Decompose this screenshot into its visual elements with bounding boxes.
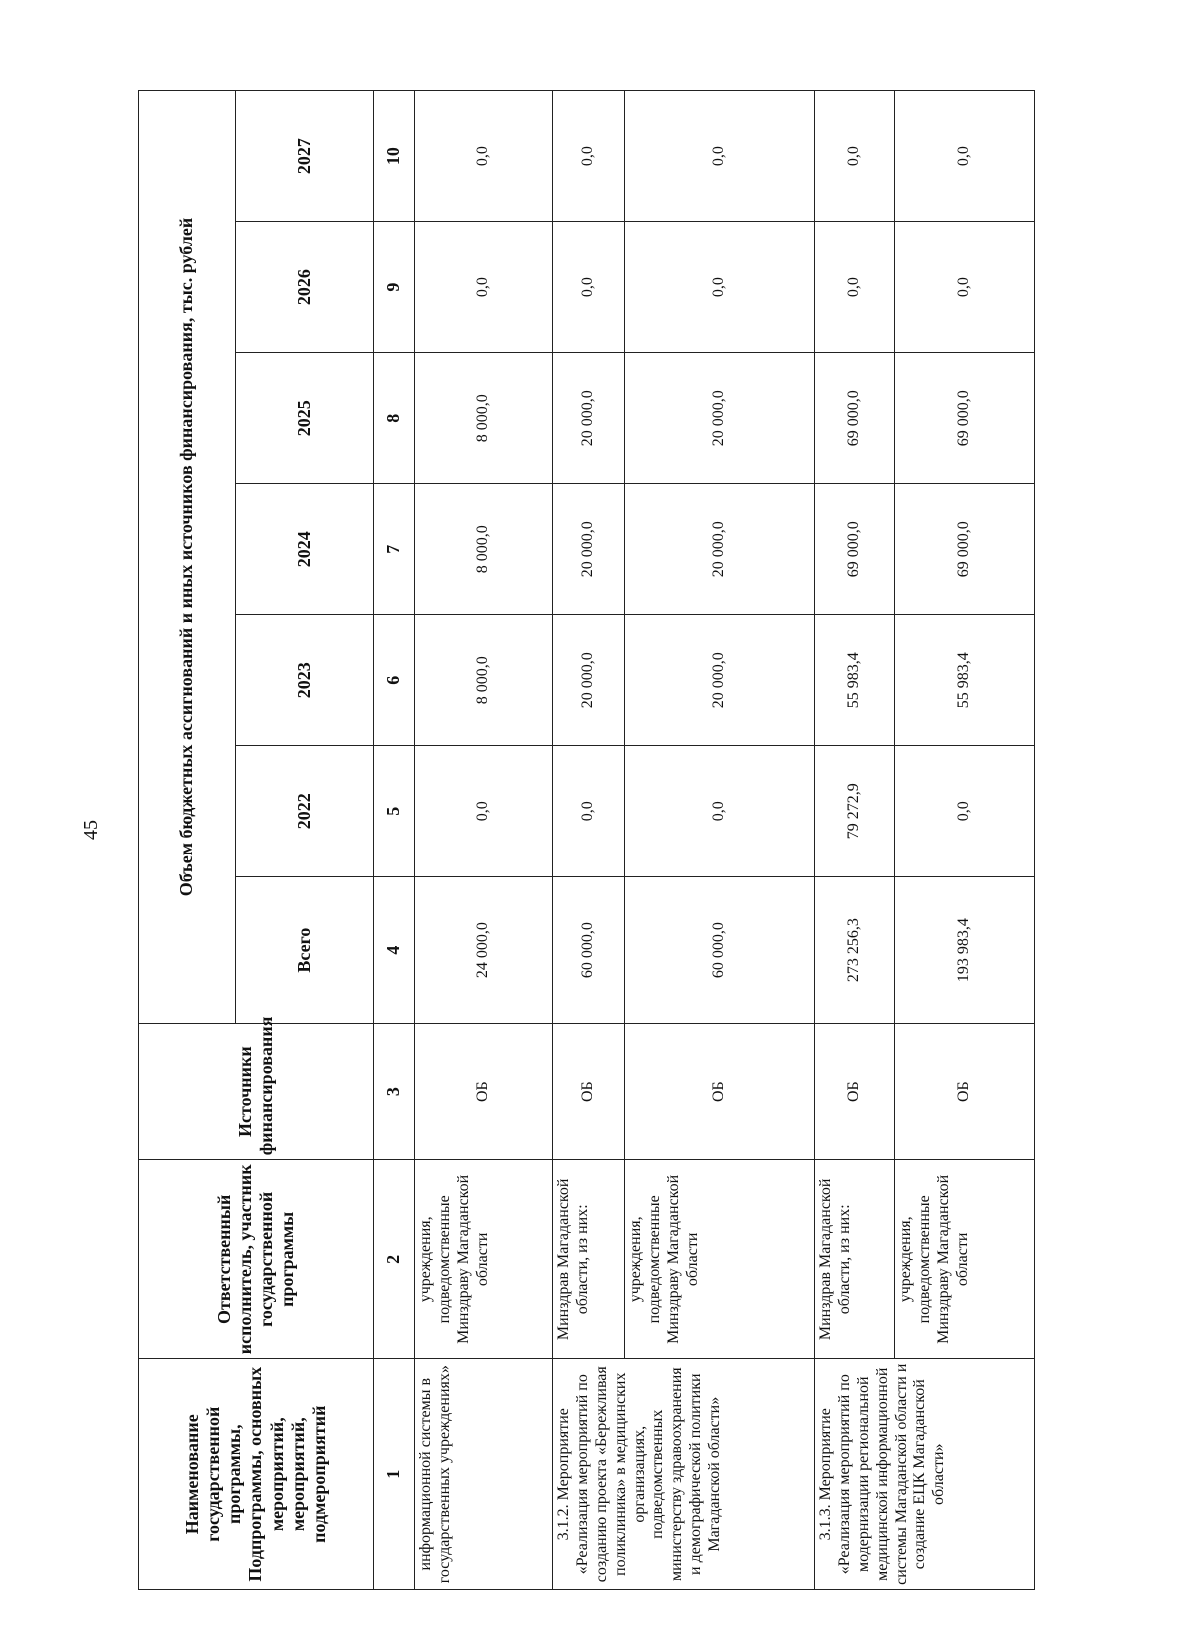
value-total: 60 000,0 xyxy=(553,877,625,1024)
value-2025: 20 000,0 xyxy=(625,353,815,484)
financing-source: ОБ xyxy=(553,1023,625,1159)
value-2027: 0,0 xyxy=(895,91,1035,222)
value-2022: 0,0 xyxy=(625,746,815,877)
column-number: 9 xyxy=(374,222,415,353)
column-number: 10 xyxy=(374,91,415,222)
header-name: Наименование государственной программы, Подпрограммы, основных мероприятий, мероприятий, подмероприятий xyxy=(139,1359,374,1590)
value-2024: 20 000,0 xyxy=(553,484,625,615)
header-responsible: Ответственный исполнитель, участник государственной программы xyxy=(139,1160,374,1359)
column-numbers-row xyxy=(374,91,415,1590)
table-row xyxy=(415,91,553,1590)
value-2026: 0,0 xyxy=(625,222,815,353)
column-number: 7 xyxy=(374,484,415,615)
responsible-executor: учреждения, подведомственные Минздраву Магаданской области xyxy=(895,1160,1035,1359)
column-number: 4 xyxy=(374,877,415,1024)
responsible-executor: учреждения, подведомственные Минздраву Магаданской области xyxy=(625,1160,815,1359)
header-year-2023: 2023 xyxy=(236,615,374,746)
value-2026: 0,0 xyxy=(815,222,895,353)
measure-name: информационной системы в государственных учреждениях» xyxy=(415,1359,553,1590)
financing-source: ОБ xyxy=(625,1023,815,1159)
budget-table-container xyxy=(138,90,1018,1590)
value-2022: 79 272,9 xyxy=(815,746,895,877)
value-2027: 0,0 xyxy=(553,91,625,222)
financing-source: ОБ xyxy=(415,1023,553,1159)
header-year-total: Всего xyxy=(236,877,374,1024)
column-number: 3 xyxy=(374,1023,415,1159)
column-number: 2 xyxy=(374,1160,415,1359)
value-2026: 0,0 xyxy=(415,222,553,353)
measure-name: 3.1.3. Мероприятие «Реализация мероприятий по модернизации региональной медицинской информационной системы Магаданской области и создание ЕЦК Магаданской области» xyxy=(815,1359,1035,1590)
value-total: 273 256,3 xyxy=(815,877,895,1024)
value-2024: 69 000,0 xyxy=(895,484,1035,615)
value-2023: 8 000,0 xyxy=(415,615,553,746)
header-sources: Источники финансирования xyxy=(139,1023,374,1159)
value-2023: 55 983,4 xyxy=(895,615,1035,746)
column-number: 8 xyxy=(374,353,415,484)
value-2024: 69 000,0 xyxy=(815,484,895,615)
responsible-executor: Минздрав Магаданской области, из них: xyxy=(553,1160,625,1359)
table-row xyxy=(553,91,625,1590)
header-row xyxy=(139,91,236,1590)
value-2022: 0,0 xyxy=(553,746,625,877)
value-total: 193 983,4 xyxy=(895,877,1035,1024)
header-year-2022: 2022 xyxy=(236,746,374,877)
budget-table xyxy=(138,90,1035,1590)
value-2027: 0,0 xyxy=(815,91,895,222)
value-2023: 55 983,4 xyxy=(815,615,895,746)
value-2024: 20 000,0 xyxy=(625,484,815,615)
value-2027: 0,0 xyxy=(625,91,815,222)
value-2023: 20 000,0 xyxy=(625,615,815,746)
header-year-2025: 2025 xyxy=(236,353,374,484)
value-2027: 0,0 xyxy=(415,91,553,222)
financing-source: ОБ xyxy=(895,1023,1035,1159)
header-year-2027: 2027 xyxy=(236,91,374,222)
value-2022: 0,0 xyxy=(895,746,1035,877)
responsible-executor: Минздрав Магаданской области, из них: xyxy=(815,1160,895,1359)
table-row xyxy=(815,91,895,1590)
measure-name: 3.1.2. Мероприятие «Реализация мероприятий по созданию проекта «Бережливая поликлиника» в медицинских организациях, подведомственных министерству здравоохранения и демографической политики Магаданской области» xyxy=(553,1359,815,1590)
value-2022: 0,0 xyxy=(415,746,553,877)
value-2025: 69 000,0 xyxy=(815,353,895,484)
value-2026: 0,0 xyxy=(895,222,1035,353)
value-2025: 69 000,0 xyxy=(895,353,1035,484)
header-year-2024: 2024 xyxy=(236,484,374,615)
value-2023: 20 000,0 xyxy=(553,615,625,746)
page-number: 45 xyxy=(80,820,102,840)
value-2025: 20 000,0 xyxy=(553,353,625,484)
header-volume: Объем бюджетных ассигнований и иных источников финансирования, тыс. рублей xyxy=(139,91,236,1024)
column-number: 5 xyxy=(374,746,415,877)
value-2026: 0,0 xyxy=(553,222,625,353)
value-2025: 8 000,0 xyxy=(415,353,553,484)
responsible-executor: учреждения, подведомственные Минздраву Магаданской области xyxy=(415,1160,553,1359)
header-year-2026: 2026 xyxy=(236,222,374,353)
column-number: 6 xyxy=(374,615,415,746)
column-number: 1 xyxy=(374,1359,415,1590)
value-total: 60 000,0 xyxy=(625,877,815,1024)
value-2024: 8 000,0 xyxy=(415,484,553,615)
value-total: 24 000,0 xyxy=(415,877,553,1024)
financing-source: ОБ xyxy=(815,1023,895,1159)
